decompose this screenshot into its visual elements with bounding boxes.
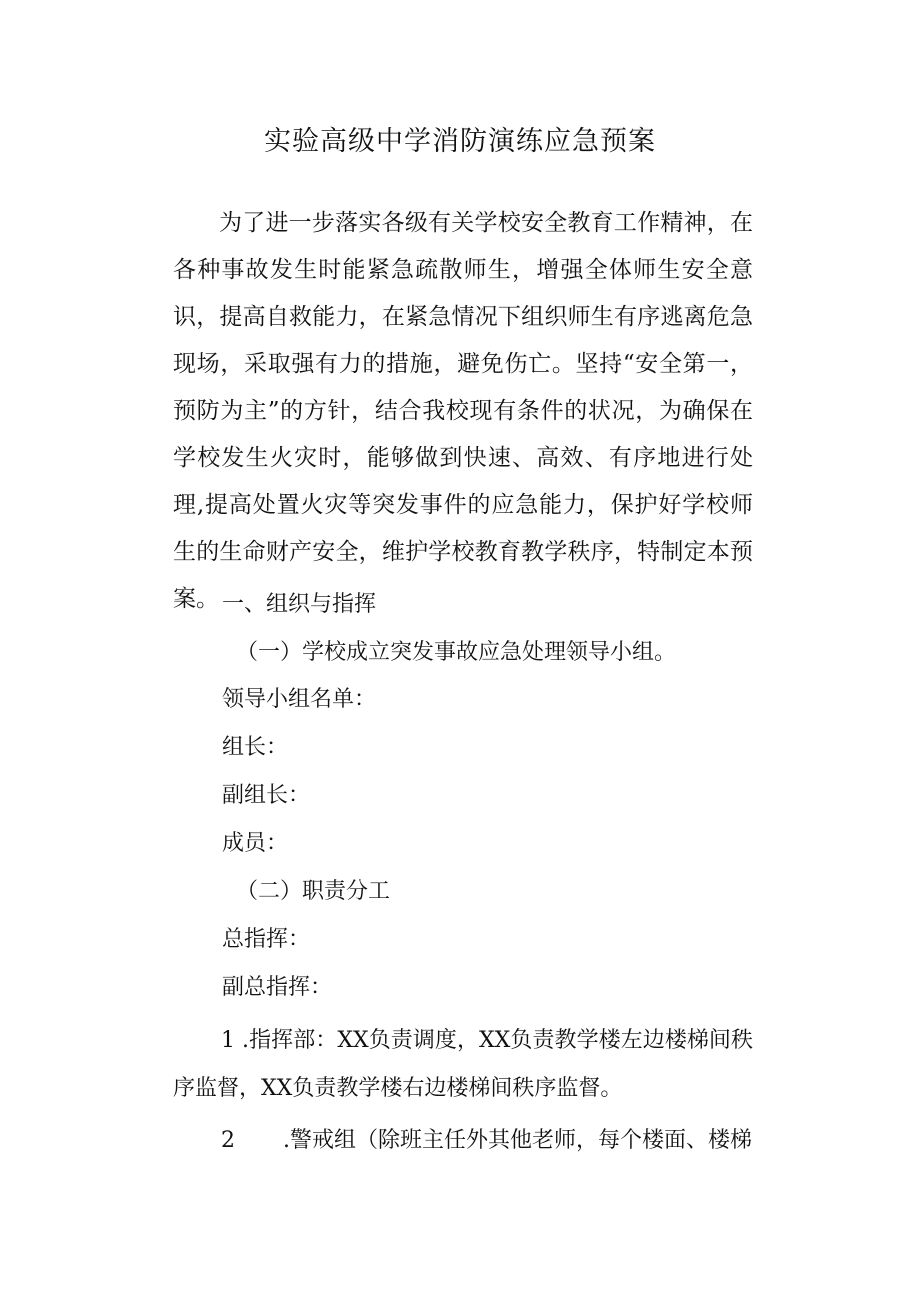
item-1-command-post: 1 .指挥部：XX负责调度，XX负责教学楼左边楼梯间秩序监督，XX负责教学楼右边楼梯间秩序监督。 [173,1028,753,1101]
item-2-number: 2 [221,1128,235,1153]
item-2-guard-group [221,1121,752,1161]
intro-paragraph: 为了进一步落实各级有关学校安全教育工作精神，在各种事故发生时能紧急疏散师生，增强全体师生安全意识，提高自救能力，在紧急情况下组织师生有序逃离危急现场，采取强有力的措施，避免伤亡。坚持“安全第一，预防为主”的方针，结合我校现有条件的状况，为确保在学校发生火灾时，能够做到快速、高效、有序地进行处理,提高处置火灾等突发事件的应急能力，保护好学校师生的生命财产安全，维护学校教育教学秩序，特制定本预案。 [173,210,753,612]
deputy-commander-label: 副总指挥： [222,975,333,1000]
group-leader-label: 组长： [222,735,289,760]
deputy-leader-label: 副组长： [222,783,311,808]
members-label: 成员： [222,831,289,856]
leader-list-label: 领导小组名单： [222,687,377,712]
subsection-heading-duties: （二）职责分工 [236,879,391,904]
item-2-text: .警戒组（除班主任外其他老师，每个楼面、楼梯 [283,1128,752,1153]
commander-label: 总指挥： [222,927,311,952]
subsection-heading-leadership-group: （一）学校成立突发事故应急处理领导小组。 [236,640,677,665]
document-title: 实验高级中学消防演练应急预案 [264,126,656,157]
section-heading-organization: 一、组织与指挥 [222,592,377,617]
